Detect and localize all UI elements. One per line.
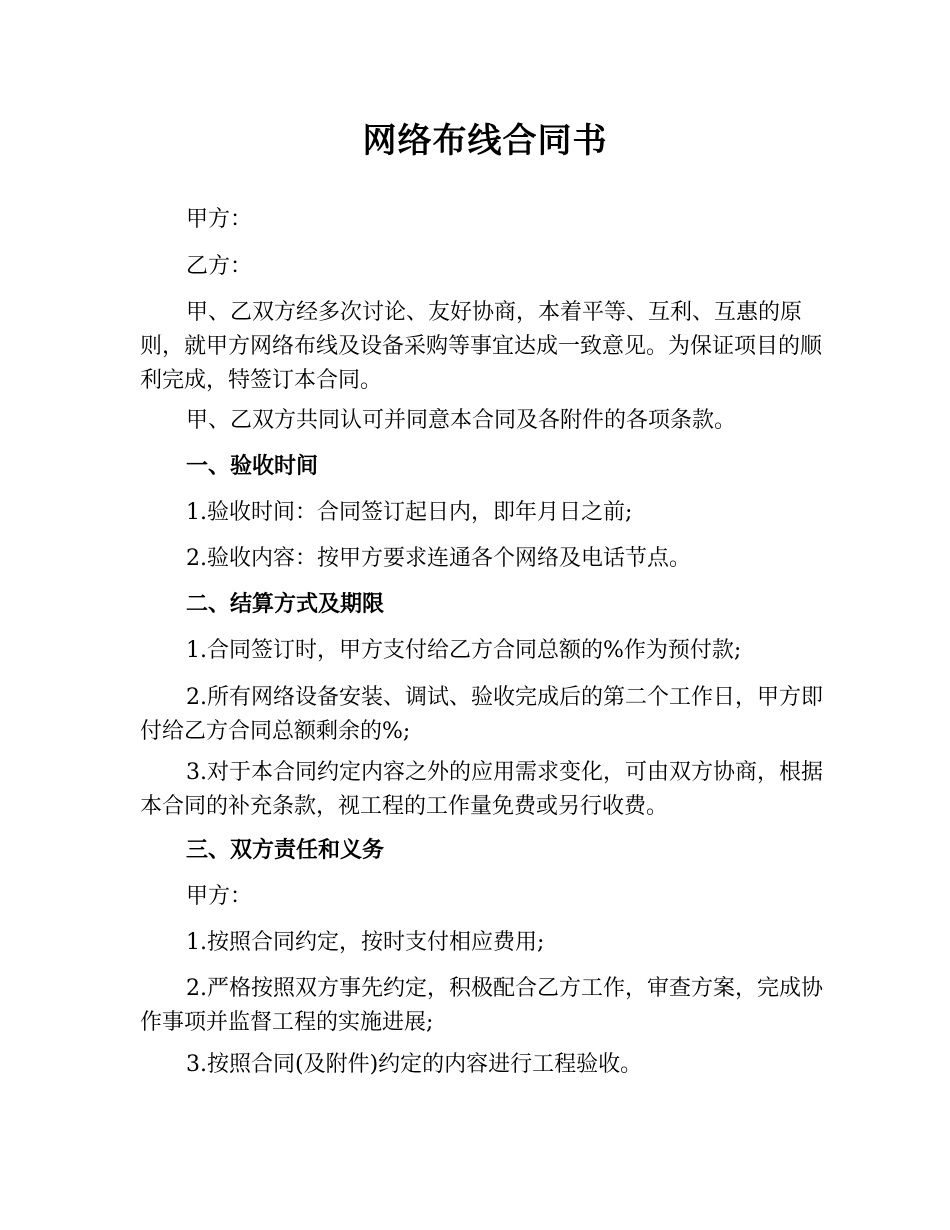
- document-title: 网络布线合同书: [362, 121, 608, 161]
- section1-item: 2.验收内容：按甲方要求连通各个网络及电话节点。: [186, 546, 691, 571]
- section3-party-a-label: 甲方：: [186, 884, 253, 909]
- section-heading-settlement: 二、结算方式及期限: [186, 592, 385, 617]
- party-a-label: 甲方：: [186, 207, 253, 232]
- section3-item: 3.按照合同(及附件)约定的内容进行工程验收。: [186, 1052, 643, 1077]
- intro-paragraph: 甲、乙双方经多次讨论、友好协商，本着平等、互利、互惠的原则，就甲方网络布线及设备采购等事宜达成一致意见。为保证项目的顺利完成，特签订本合同。: [140, 300, 823, 393]
- party-b-label: 乙方：: [186, 254, 253, 279]
- section3-item: 2.严格按照双方事先约定，积极配合乙方工作，审查方案，完成协作事项并监督工程的实施进展;: [140, 976, 823, 1035]
- section-heading-responsibilities: 三、双方责任和义务: [186, 838, 385, 863]
- section-heading-acceptance-time: 一、验收时间: [186, 454, 319, 479]
- section1-item: 1.验收时间：合同签订起日内，即年月日之前;: [186, 500, 633, 525]
- section2-item: 1.合同签订时，甲方支付给乙方合同总额的%作为预付款;: [186, 638, 742, 663]
- section3-item: 1.按照合同约定，按时支付相应费用;: [186, 930, 545, 955]
- agreement-paragraph: 甲、乙双方共同认可并同意本合同及各附件的各项条款。: [186, 408, 737, 433]
- section2-item: 3.对于本合同约定内容之外的应用需求变化，可由双方协商，根据本合同的补充条款，视工程的工作量免费或另行收费。: [140, 760, 823, 819]
- section2-item: 2.所有网络设备安装、调试、验收完成后的第二个工作日，甲方即付给乙方合同总额剩余的%;: [140, 685, 823, 744]
